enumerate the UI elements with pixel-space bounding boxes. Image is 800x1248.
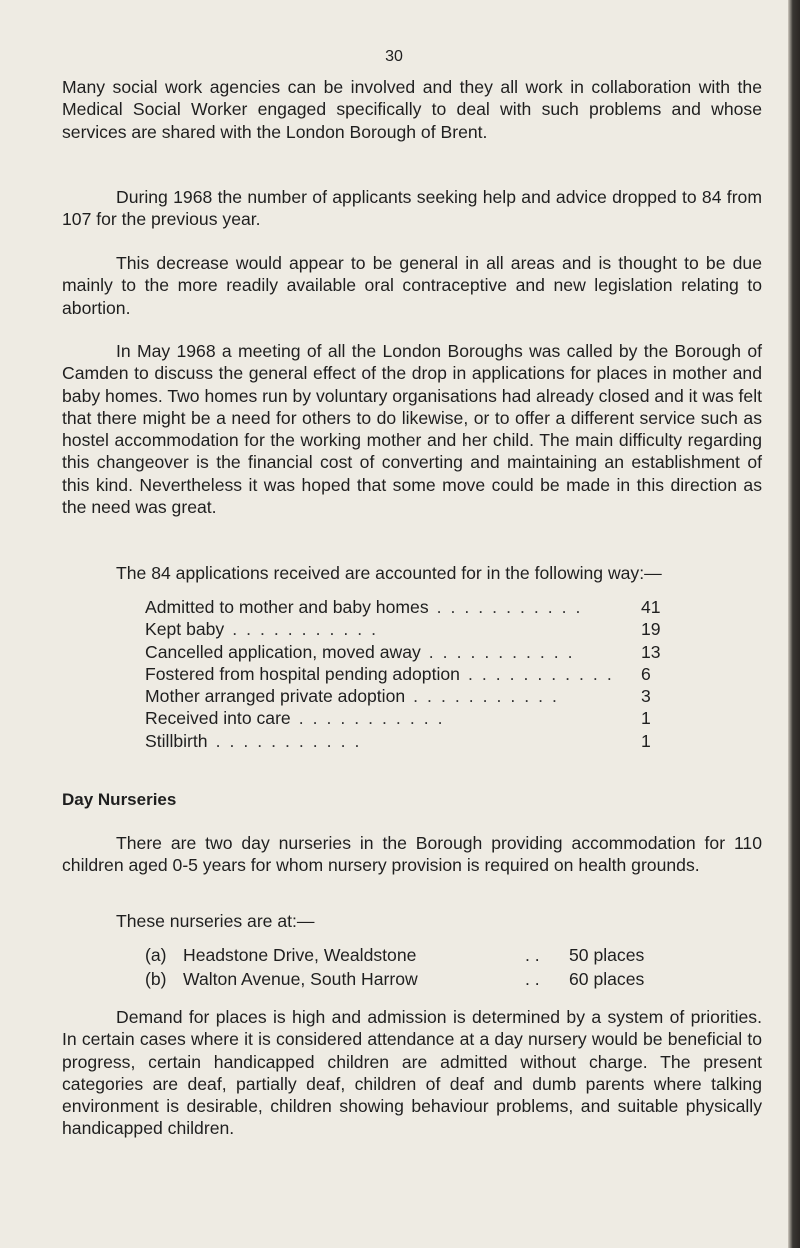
item-location: Headstone Drive, Wealdstone bbox=[183, 945, 417, 965]
row-label: Cancelled application, moved away bbox=[145, 641, 421, 662]
paragraph-applicants bbox=[62, 186, 762, 231]
paragraph-social-work bbox=[62, 76, 762, 143]
row-value: 1 bbox=[641, 730, 651, 751]
leader-dots: ........... bbox=[428, 641, 582, 662]
row-value: 1 bbox=[641, 708, 651, 729]
leader-dots: ........... bbox=[413, 686, 566, 707]
row-label: Mother arranged private adoption bbox=[145, 686, 406, 707]
paragraph-applications-intro bbox=[62, 562, 762, 584]
row-label: Admitted to mother and baby homes bbox=[145, 597, 429, 617]
paragraph-demand bbox=[62, 1006, 762, 1140]
paragraph-text: This decrease would appear to be general in all areas and is thought to be due mainly to the more readily available oral contraceptive and new legislation relating to abortion. bbox=[62, 253, 762, 318]
leader-dots: . . bbox=[525, 969, 540, 989]
page-edge-shadow bbox=[788, 0, 800, 1248]
paragraph-decrease bbox=[62, 252, 762, 319]
paragraph-text: Demand for places is high and admission is determined by a system of priorities. In certain cases where it is considered attendance at a day nursery would be beneficial to progress, certain handicapped children are admitted without charge. The present categories are deaf, partially deaf, children of deaf and dumb parents where talking environment is desirable, children showing behaviour problems, and suitable physically handicapped children. bbox=[62, 1007, 762, 1139]
applications-table bbox=[145, 596, 665, 752]
row-label: Stillbirth bbox=[145, 730, 208, 751]
paragraph-text: The 84 applications received are accounted for in the following way:— bbox=[116, 563, 662, 583]
row-label: Kept baby bbox=[145, 619, 225, 640]
leader-dots: ........... bbox=[298, 708, 452, 729]
row-label: Fostered from hospital pending adoption bbox=[145, 663, 460, 684]
row-label: Received into care bbox=[145, 708, 291, 729]
list-item bbox=[145, 943, 705, 967]
row-value: 6 bbox=[641, 663, 651, 684]
page-number: 30 bbox=[385, 48, 403, 65]
row-value: 3 bbox=[641, 686, 651, 707]
paragraph-meeting bbox=[62, 340, 762, 518]
paragraph-text: In May 1968 a meeting of all the London Boroughs was called by the Borough of Camden to discuss the general effect of the drop in applications for places in mother and baby homes. Two homes run by voluntary organisations had already closed and it was felt that there might be a need for others to do likewise, or to offer a different service such as hostel accommodation for the working mother and her child. The main difficulty regarding this changeover is the financial cost of converting and maintaining an establishment of this kind. Nevertheless it was hoped that some move could be made in this direction as the need was great. bbox=[62, 341, 762, 518]
list-item bbox=[145, 967, 705, 991]
table-row bbox=[145, 707, 665, 729]
row-value: 19 bbox=[641, 619, 661, 640]
leader-dots: ........... bbox=[467, 663, 621, 684]
nursery-list bbox=[145, 943, 705, 991]
leader-dots: . . bbox=[525, 945, 540, 965]
table-row bbox=[145, 596, 665, 618]
item-places: 60 places bbox=[569, 969, 645, 989]
paragraph-nurseries-intro bbox=[62, 832, 762, 877]
row-value: 13 bbox=[641, 641, 661, 662]
table-row bbox=[145, 641, 665, 663]
table-row bbox=[145, 618, 665, 640]
table-row bbox=[145, 663, 665, 685]
paragraph-text: These nurseries are at:— bbox=[116, 911, 315, 931]
paragraph-nurseries-lead bbox=[62, 910, 762, 932]
item-label: (a) bbox=[145, 945, 167, 965]
leader-dots: ........... bbox=[436, 597, 590, 617]
paragraph-text: Many social work agencies can be involved and they all work in collaboration with the Medical Social Worker engaged specifically to deal with such problems and whose services are shared with the London Borough of Brent. bbox=[62, 77, 762, 142]
section-heading: Day Nurseries bbox=[62, 790, 177, 809]
row-value: 41 bbox=[641, 597, 661, 617]
item-location: Walton Avenue, South Harrow bbox=[183, 969, 418, 989]
item-label: (b) bbox=[145, 969, 167, 989]
paragraph-text: During 1968 the number of applicants seeking help and advice dropped to 84 from 107 for the previous year. bbox=[62, 187, 762, 230]
leader-dots: ........... bbox=[215, 730, 369, 751]
paragraph-text: There are two day nurseries in the Borough providing accommodation for 110 children aged 0-5 years for whom nursery provision is required on health grounds. bbox=[62, 833, 762, 876]
item-places: 50 places bbox=[569, 945, 645, 965]
leader-dots: ........... bbox=[232, 619, 386, 640]
table-row bbox=[145, 730, 665, 752]
table-row bbox=[145, 685, 665, 707]
